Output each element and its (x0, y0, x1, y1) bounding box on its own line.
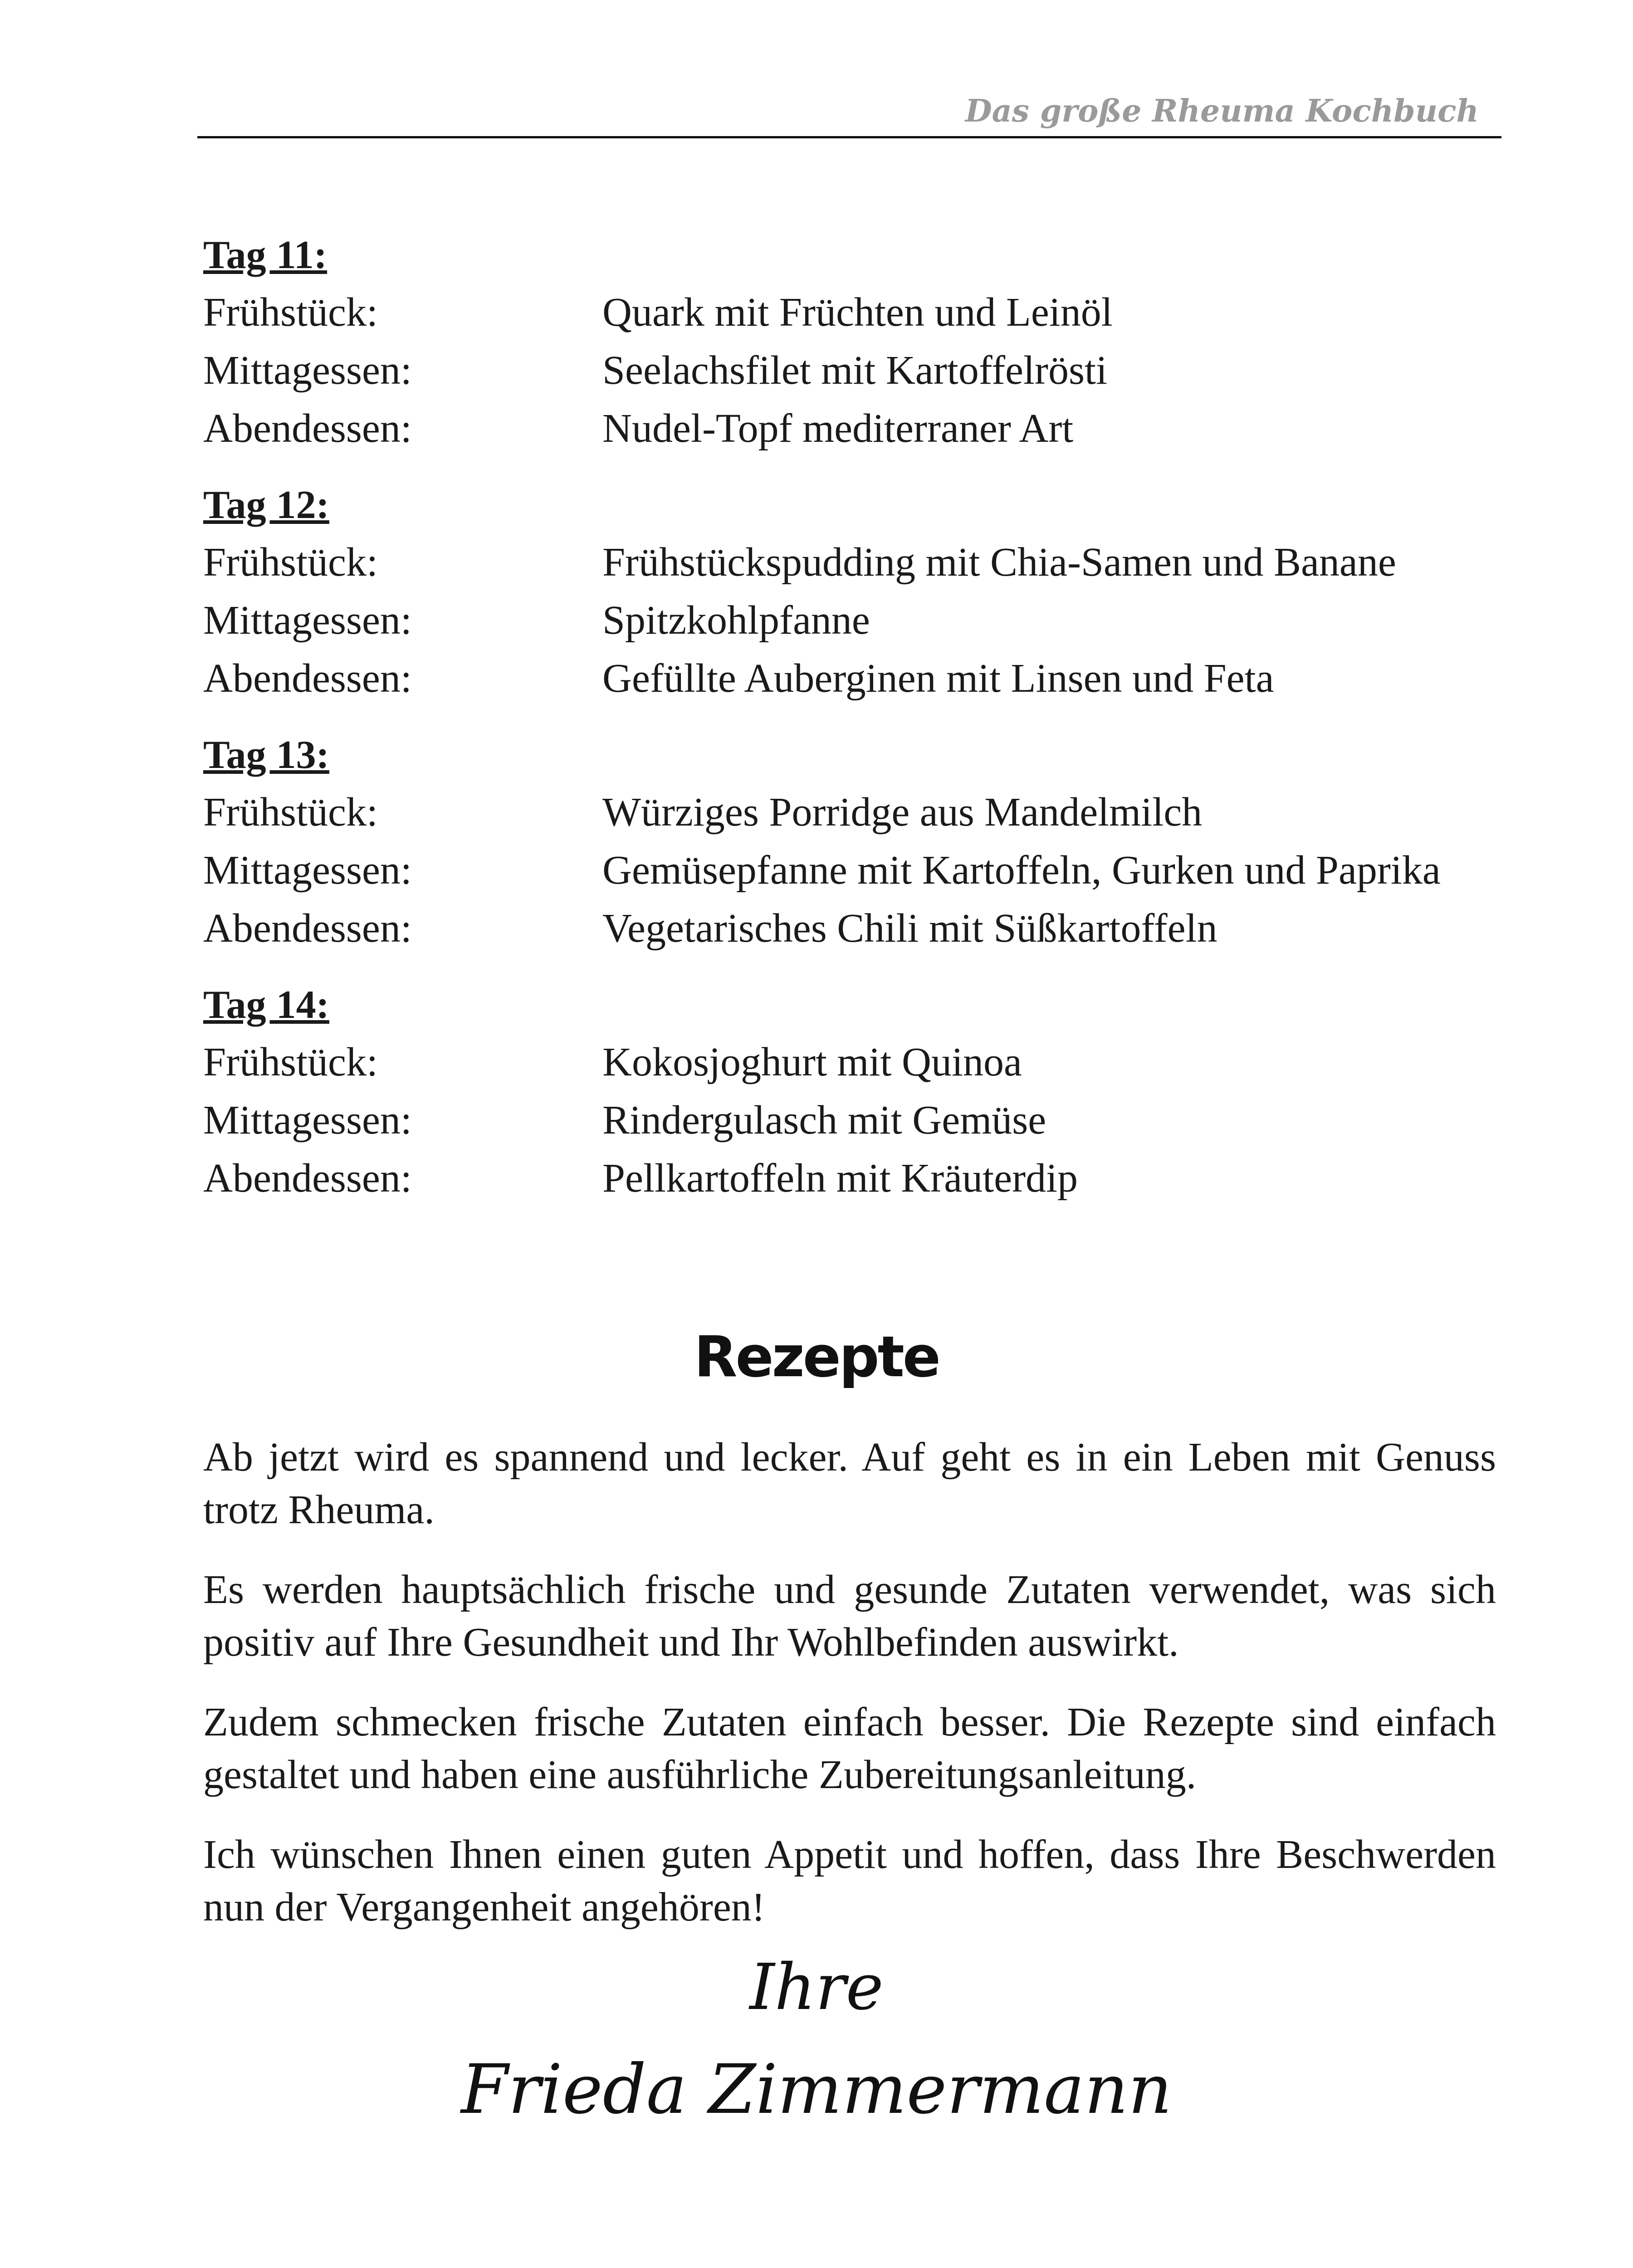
meal-dish: Frühstückspudding mit Chia-Samen und Banane (602, 540, 1396, 585)
meal-label: Abendessen: (203, 1156, 412, 1201)
meal-dish: Würziges Porridge aus Mandelmilch (602, 790, 1203, 835)
meal-dish: Gefüllte Auberginen mit Linsen und Feta (602, 656, 1274, 701)
meal-row-lunch (203, 342, 1496, 400)
intro-text (203, 1431, 1496, 1961)
meal-label: Mittagessen: (203, 1098, 412, 1143)
day-title: Tag 12: (203, 483, 329, 527)
meal-row-dinner (203, 1149, 1496, 1207)
meal-dish: Pellkartoffeln mit Kräuterdip (602, 1156, 1078, 1201)
meal-dish: Seelachsfilet mit Kartoffelrösti (602, 348, 1108, 393)
meal-dish: Kokosjoghurt mit Quinoa (602, 1040, 1022, 1085)
meal-dish: Vegetarisches Chili mit Süßkartoffeln (602, 906, 1217, 951)
signature-greeting: Ihre (749, 1950, 884, 2024)
meal-label: Abendessen: (203, 406, 412, 451)
meal-row-dinner (203, 400, 1496, 458)
paragraph: Es werden hauptsächlich frische und gesunde Zutaten verwendet, was sich positiv auf Ihre Gesundheit und Ihr Wohlbefinden auswirkt. (203, 1567, 1496, 1665)
signature-name: Frieda Zimmermann (461, 2050, 1172, 2129)
meal-plan (203, 227, 1496, 1227)
meal-label: Frühstück: (203, 790, 378, 835)
meal-label: Frühstück: (203, 1040, 378, 1085)
meal-row-lunch (203, 1091, 1496, 1149)
meal-row-dinner (203, 650, 1496, 708)
meal-dish: Spitzkohlpfanne (602, 598, 870, 643)
day-title: Tag 11: (203, 233, 328, 277)
paragraph: Ich wünschen Ihnen einen guten Appetit und hoffen, dass Ihre Beschwerden nun der Vergangenheit angehören! (203, 1832, 1496, 1930)
meal-row-lunch (203, 841, 1496, 899)
paragraph: Ab jetzt wird es spannend und lecker. Auf geht es in ein Leben mit Genuss trotz Rheuma. (203, 1435, 1496, 1532)
meal-label: Mittagessen: (203, 848, 412, 893)
meal-label: Abendessen: (203, 906, 412, 951)
meal-row-breakfast (203, 533, 1496, 591)
day-13 (203, 727, 1496, 958)
day-12 (203, 477, 1496, 708)
meal-label: Frühstück: (203, 540, 378, 585)
meal-label: Frühstück: (203, 290, 378, 335)
meal-dish: Gemüsepfanne mit Kartoffeln, Gurken und Paprika (602, 848, 1441, 893)
meal-dish: Quark mit Früchten und Leinöl (602, 290, 1113, 335)
meal-label: Mittagessen: (203, 598, 412, 643)
meal-dish: Rindergulasch mit Gemüse (602, 1098, 1046, 1143)
section-heading: Rezepte (694, 1325, 939, 1390)
meal-row-dinner (203, 899, 1496, 958)
day-14 (203, 977, 1496, 1207)
meal-label: Mittagessen: (203, 348, 412, 393)
running-header-title: Das große Rheuma Kochbuch (965, 93, 1479, 129)
meal-label: Abendessen: (203, 656, 412, 701)
day-title: Tag 14: (203, 983, 329, 1027)
day-title: Tag 13: (203, 733, 329, 777)
meal-row-breakfast (203, 783, 1496, 841)
day-11 (203, 227, 1496, 458)
meal-row-lunch (203, 591, 1496, 650)
meal-dish: Nudel-Topf mediterraner Art (602, 406, 1074, 451)
header-rule (197, 136, 1501, 138)
meal-row-breakfast (203, 284, 1496, 342)
meal-row-breakfast (203, 1033, 1496, 1091)
paragraph: Zudem schmecken frische Zutaten einfach besser. Die Rezepte sind einfach gestaltet und haben eine ausführliche Zubereitungsanleitung. (203, 1700, 1496, 1797)
